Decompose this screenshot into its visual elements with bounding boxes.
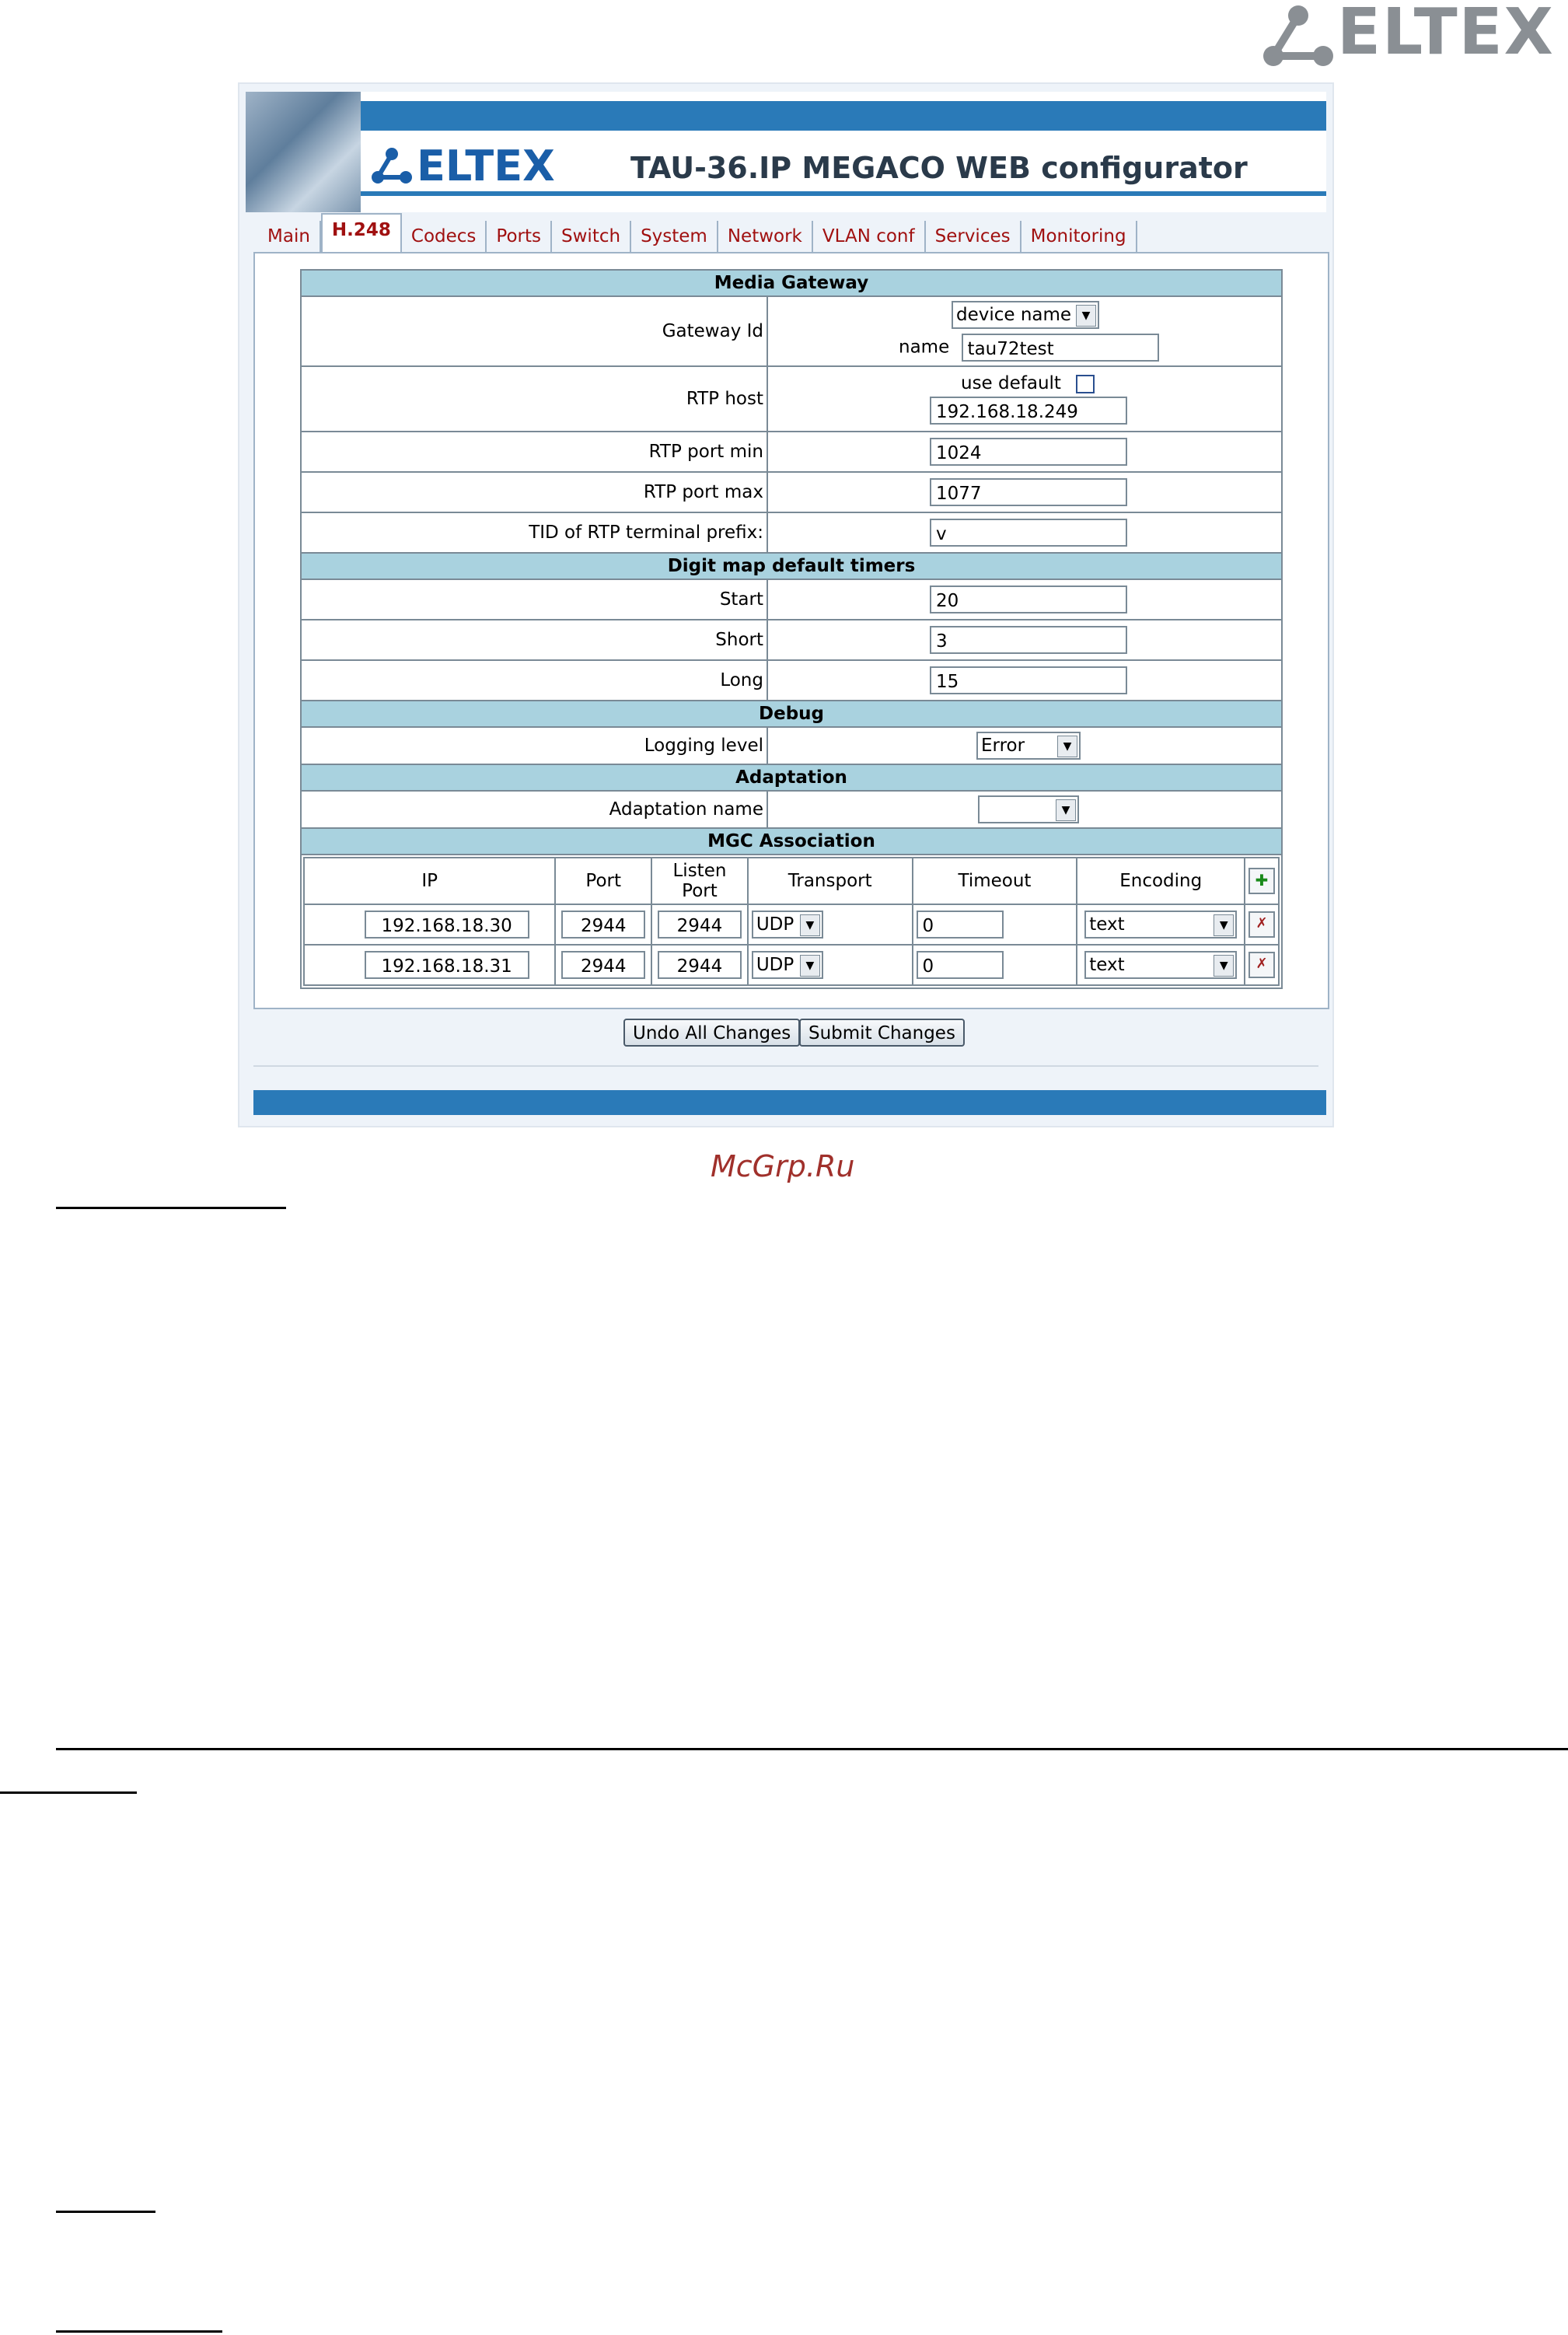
rtp-port-min-input[interactable]: 1024: [930, 438, 1127, 466]
short-label: Short: [301, 620, 767, 660]
configurator-window: [238, 82, 1334, 1127]
app-logo-icon: [370, 146, 414, 185]
long-timer-input[interactable]: 15: [930, 666, 1127, 694]
header-bottom-bar: [361, 191, 1326, 196]
chevron-down-icon: ▼: [1057, 736, 1077, 757]
gateway-name-input[interactable]: tau72test: [962, 334, 1159, 362]
tab-services[interactable]: Services: [926, 221, 1021, 252]
footer-line: [253, 1065, 1318, 1081]
delete-mgc-button[interactable]: ✗: [1248, 952, 1275, 978]
mgc-ip-input[interactable]: 192.168.18.30: [365, 911, 529, 939]
rtp-host-label: RTP host: [301, 366, 767, 432]
col-timeout-header: Timeout: [913, 858, 1077, 904]
section-media-gateway: Media Gateway: [301, 270, 1282, 296]
tid-prefix-input[interactable]: v: [930, 519, 1127, 547]
logging-level-label: Logging level: [301, 727, 767, 764]
chevron-down-icon: ▼: [1214, 955, 1234, 977]
add-cell: [1245, 858, 1279, 904]
section-digit-map: Digit map default timers: [301, 553, 1282, 579]
eltex-triangle-icon: [1259, 0, 1337, 70]
header-top-bar: [361, 101, 1326, 131]
transport-value: UDP: [756, 955, 794, 975]
tab-vlan-conf[interactable]: VLAN conf: [813, 221, 926, 252]
mgc-listen-port-input[interactable]: 2944: [658, 911, 742, 939]
tab-system[interactable]: System: [631, 221, 718, 252]
col-encoding-header: Encoding: [1077, 858, 1245, 904]
undo-all-changes-button[interactable]: Undo All Changes: [623, 1019, 800, 1047]
col-ip-header: IP: [304, 858, 555, 904]
mgc-listen-port-input[interactable]: 2944: [658, 951, 742, 979]
header-photo: [246, 92, 361, 212]
eltex-brand-logo: [1259, 0, 1555, 70]
underline-rule: [56, 2330, 222, 2333]
encoding-value: text: [1089, 914, 1125, 935]
col-port-header: Port: [555, 858, 651, 904]
add-mgc-button[interactable]: ✚: [1248, 868, 1275, 894]
mgc-port-input[interactable]: 2944: [561, 951, 645, 979]
mgc-encoding-select[interactable]: [1084, 951, 1237, 979]
section-adaptation: Adaptation: [301, 764, 1282, 791]
mgc-transport-select[interactable]: [752, 911, 823, 939]
transport-value: UDP: [756, 914, 794, 935]
logging-level-select[interactable]: [976, 732, 1081, 760]
brand-wordmark: ELTEX: [1337, 0, 1555, 69]
tab-monitoring[interactable]: Monitoring: [1021, 221, 1137, 252]
col-listen-port-header: [651, 858, 748, 904]
long-label: Long: [301, 660, 767, 701]
delete-mgc-button[interactable]: ✗: [1248, 911, 1275, 938]
chevron-down-icon: ▼: [1214, 914, 1234, 936]
h248-settings-panel: [253, 252, 1329, 1009]
tab-codecs[interactable]: Codecs: [402, 221, 487, 252]
mgc-ip-input[interactable]: 192.168.18.31: [365, 951, 529, 979]
tab-main[interactable]: Main: [258, 221, 321, 252]
rtp-port-max-label: RTP port max: [301, 472, 767, 512]
section-debug: Debug: [301, 701, 1282, 727]
footer-bar: [253, 1090, 1326, 1115]
watermark: McGrp.Ru: [711, 1149, 855, 1183]
tab-network[interactable]: Network: [718, 221, 813, 252]
table-row: [304, 945, 1279, 985]
start-timer-input[interactable]: 20: [930, 585, 1127, 613]
chevron-down-icon: ▼: [800, 955, 820, 977]
gateway-id-select-value: device name: [956, 305, 1072, 325]
chevron-down-icon: ▼: [1076, 305, 1096, 327]
tid-prefix-label: TID of RTP terminal prefix:: [301, 512, 767, 553]
tab-bar: [258, 215, 1137, 252]
col-transport-header: Transport: [748, 858, 913, 904]
gateway-id-label: Gateway Id: [301, 296, 767, 366]
adaptation-name-select[interactable]: [978, 795, 1079, 823]
tab-ports[interactable]: Ports: [487, 221, 552, 252]
start-label: Start: [301, 579, 767, 620]
rtp-port-min-label: RTP port min: [301, 432, 767, 472]
use-default-checkbox[interactable]: [1076, 375, 1095, 393]
mgc-timeout-input[interactable]: 0: [917, 951, 1004, 979]
settings-table: [300, 269, 1283, 989]
adaptation-name-label: Adaptation name: [301, 791, 767, 828]
tab-switch[interactable]: Switch: [552, 221, 631, 252]
mgc-port-input[interactable]: 2944: [561, 911, 645, 939]
rtp-host-input[interactable]: 192.168.18.249: [930, 397, 1127, 425]
mgc-association-table: [303, 857, 1280, 986]
underline-rule: [56, 2211, 155, 2213]
encoding-value: text: [1089, 955, 1125, 975]
short-timer-input[interactable]: 3: [930, 626, 1127, 654]
gateway-id-select[interactable]: [952, 301, 1099, 329]
chevron-down-icon: ▼: [800, 914, 820, 936]
listen-port-header-line2: Port: [682, 881, 718, 901]
section-mgc-association: MGC Association: [301, 828, 1282, 855]
submit-changes-button[interactable]: Submit Changes: [799, 1019, 965, 1047]
divider-rule: [56, 1748, 1568, 1750]
app-header: [246, 92, 1326, 212]
mgc-encoding-select[interactable]: [1084, 911, 1237, 939]
underline-rule: [56, 1207, 286, 1209]
use-default-label: use default: [961, 373, 1061, 393]
mgc-timeout-input[interactable]: 0: [917, 911, 1004, 939]
underline-rule: [0, 1791, 137, 1794]
logging-level-value: Error: [981, 736, 1025, 756]
listen-port-header-line1: Listen: [672, 861, 727, 881]
rtp-port-max-input[interactable]: 1077: [930, 478, 1127, 506]
app-logo-text: ELTEX: [417, 142, 555, 191]
name-label: name: [899, 337, 950, 358]
mgc-transport-select[interactable]: [752, 951, 823, 979]
tab-h248[interactable]: H.248: [321, 213, 402, 252]
chevron-down-icon: ▼: [1056, 799, 1076, 821]
app-title: TAU-36.IP MEGACO WEB configurator: [630, 151, 1248, 185]
table-row: [304, 904, 1279, 945]
